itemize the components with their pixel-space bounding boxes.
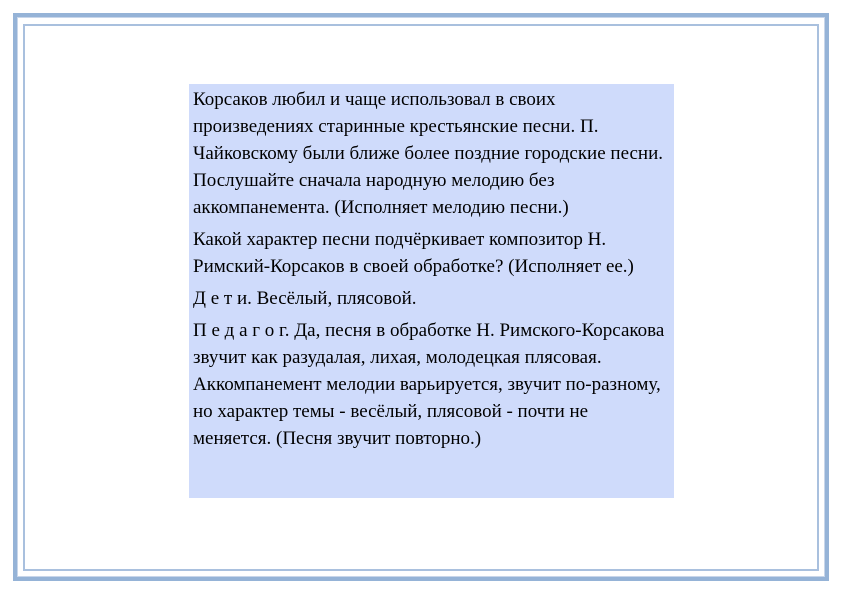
paragraph-intro: Корсаков любил и чаще использовал в своих произведениях старинные крестьянские песни. П. Чайковскому были ближе более поздние городские песни. Послушайте сначала народную мелодию без аккомпанемента. (Исполняет мелодию песни.)	[193, 89, 663, 218]
paragraph-children-answer: Д е т и. Весёлый, плясовой.	[193, 288, 417, 309]
text-block	[189, 84, 674, 498]
paragraph-question: Какой характер песни подчёркивает композитор Н. Римский-Корсаков в своей обработке? (Исполняет ее.)	[193, 229, 634, 277]
paragraph-teacher-answer: П е д а г о г. Да, песня в обработке Н. Римского-Корсакова звучит как разудалая, лихая, молодецкая плясовая. Аккомпанемент мелодии варьируется, звучит по-разному, но характер темы - весёлый, плясовой - почти не меняется. (Песня звучит повторно.)	[193, 320, 665, 449]
